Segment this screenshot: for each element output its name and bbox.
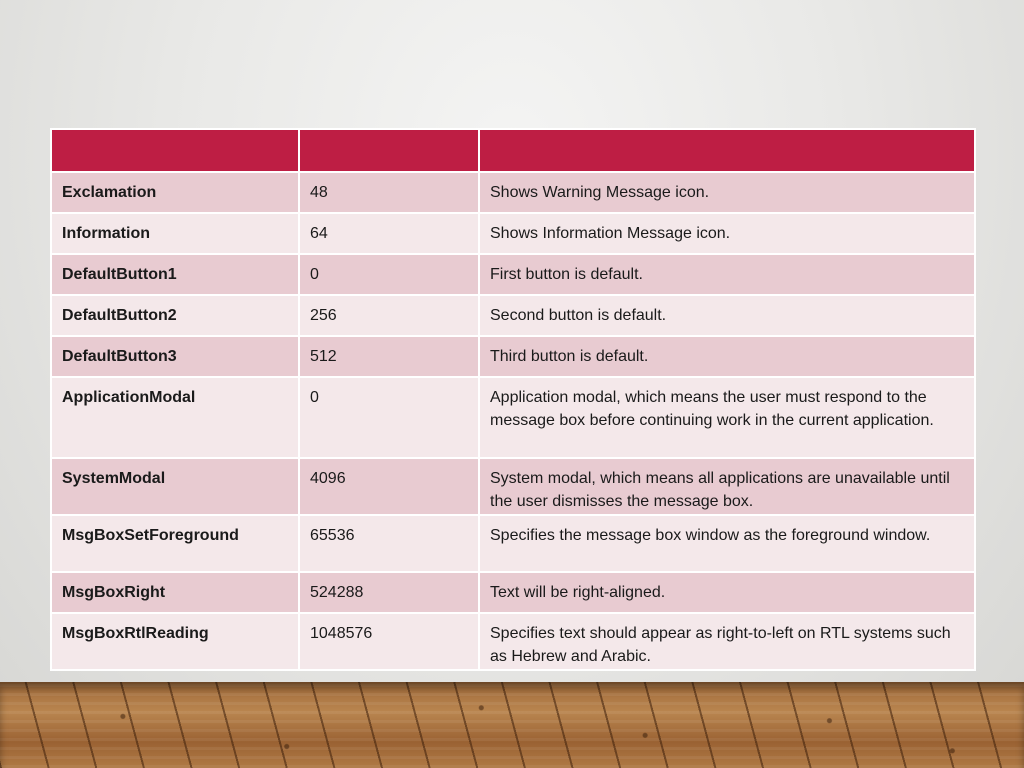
constant-description-cell: Specifies the message box window as the foreground window.	[479, 515, 975, 572]
constant-value-cell: 0	[299, 254, 479, 295]
table-row	[51, 613, 975, 670]
table-row	[51, 458, 975, 515]
constant-name-cell: DefaultButton2	[51, 295, 299, 336]
constant-value-cell: 0	[299, 377, 479, 458]
table-row	[51, 336, 975, 377]
constant-description-cell: Third button is default.	[479, 336, 975, 377]
table-row	[51, 377, 975, 458]
constant-value-cell: 256	[299, 295, 479, 336]
constant-value-cell: 64	[299, 213, 479, 254]
constant-description-cell: First button is default.	[479, 254, 975, 295]
constant-value-cell: 65536	[299, 515, 479, 572]
constant-description-cell: Shows Warning Message icon.	[479, 172, 975, 213]
constant-description-cell: System modal, which means all applications are unavailable until the user dismisses the message box.	[479, 458, 975, 515]
constant-name-cell: DefaultButton3	[51, 336, 299, 377]
wood-floor	[0, 682, 1024, 768]
table-header-row	[51, 129, 975, 172]
header-cell-name	[51, 129, 299, 172]
constant-name-cell: DefaultButton1	[51, 254, 299, 295]
constant-description-cell: Application modal, which means the user must respond to the message box before continuing work in the current application.	[479, 377, 975, 458]
table-row	[51, 515, 975, 572]
table-row	[51, 295, 975, 336]
constant-description-cell: Second button is default.	[479, 295, 975, 336]
constant-value-cell: 512	[299, 336, 479, 377]
table-row	[51, 254, 975, 295]
constant-name-cell: SystemModal	[51, 458, 299, 515]
constant-value-cell: 524288	[299, 572, 479, 613]
constant-name-cell: Information	[51, 213, 299, 254]
table-row	[51, 572, 975, 613]
table-row	[51, 172, 975, 213]
constant-name-cell: MsgBoxRtlReading	[51, 613, 299, 670]
constant-value-cell: 48	[299, 172, 479, 213]
constant-name-cell: ApplicationModal	[51, 377, 299, 458]
constant-value-cell: 1048576	[299, 613, 479, 670]
floor-texture	[0, 682, 1024, 768]
constant-name-cell: Exclamation	[51, 172, 299, 213]
constant-name-cell: MsgBoxRight	[51, 572, 299, 613]
constant-description-cell: Specifies text should appear as right-to-left on RTL systems such as Hebrew and Arabic.	[479, 613, 975, 670]
header-cell-value	[299, 129, 479, 172]
table-row	[51, 213, 975, 254]
constant-name-cell: MsgBoxSetForeground	[51, 515, 299, 572]
constant-description-cell: Shows Information Message icon.	[479, 213, 975, 254]
msgbox-constants-table	[50, 128, 976, 671]
header-cell-description	[479, 129, 975, 172]
constant-value-cell: 4096	[299, 458, 479, 515]
constant-description-cell: Text will be right-aligned.	[479, 572, 975, 613]
